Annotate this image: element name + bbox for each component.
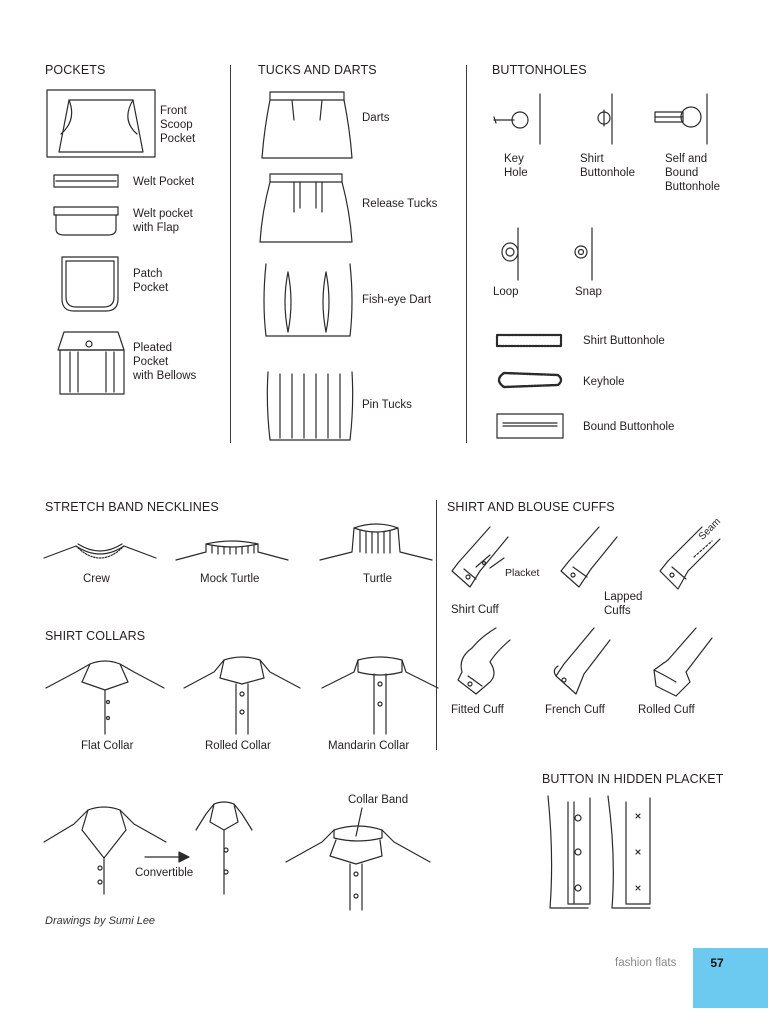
neckline-label-mock-turtle: Mock Turtle xyxy=(200,573,260,585)
pin-tucks-illustration xyxy=(266,370,354,442)
neckline-label-turtle: Turtle xyxy=(363,573,392,585)
section-title-necklines: STRETCH BAND NECKLINES xyxy=(45,500,219,514)
collar-label-flat: Flat Collar xyxy=(81,740,134,752)
buttonhole-label-keyhole: Keyhole xyxy=(583,376,625,388)
buttonhole-label-bound: Bound Buttonhole xyxy=(583,421,675,433)
section-title-cuffs: SHIRT AND BLOUSE CUFFS xyxy=(447,500,615,514)
collar-label-rolled: Rolled Collar xyxy=(205,740,271,752)
bound-buttonhole-illustration xyxy=(497,414,565,440)
tucks-label-pin: Pin Tucks xyxy=(362,399,412,411)
collar-label-mandarin: Mandarin Collar xyxy=(328,740,410,752)
collar-label-collar-band: Collar Band xyxy=(348,794,409,806)
arrow-icon xyxy=(145,851,191,863)
neckline-label-crew: Crew xyxy=(83,573,110,585)
divider-pockets-tucks xyxy=(230,65,231,443)
patch-pocket-illustration xyxy=(60,255,120,313)
cuff-label-lapped: Lapped Cuffs xyxy=(604,591,643,617)
shirt-buttonhole-illustration xyxy=(590,92,620,146)
welt-pocket-flap-illustration xyxy=(54,207,120,237)
tucks-label-darts: Darts xyxy=(362,112,390,124)
french-cuff-illustration xyxy=(548,628,612,698)
divider-tucks-buttonholes xyxy=(466,65,467,443)
cuff-label-french: French Cuff xyxy=(545,704,605,716)
hidden-placket-open-illustration xyxy=(544,796,596,912)
release-tucks-skirt-illustration xyxy=(260,172,352,244)
fitted-cuff-illustration xyxy=(452,628,512,698)
self-bound-buttonhole-illustration xyxy=(655,92,715,146)
turtle-neckline-illustration xyxy=(320,520,432,566)
cuff-label-shirt: Shirt Cuff xyxy=(451,604,499,616)
convertible-collar-closed-illustration xyxy=(194,800,254,896)
pocket-label-welt-flap: Welt pocket with Flap xyxy=(133,208,193,234)
darts-skirt-illustration xyxy=(262,90,352,160)
pocket-label-welt: Welt Pocket xyxy=(133,176,195,188)
pocket-label-front-scoop: Front Scoop Pocket xyxy=(160,105,196,145)
welt-pocket-illustration xyxy=(54,173,120,189)
section-title-collars: SHIRT COLLARS xyxy=(45,629,146,643)
crew-neckline-illustration xyxy=(44,536,156,566)
section-title-hidden-placket: BUTTON IN HIDDEN PLACKET xyxy=(542,772,724,786)
cuff-label-placket: Placket xyxy=(505,567,540,579)
page-number: 57 xyxy=(710,956,724,970)
front-scoop-pocket-illustration xyxy=(47,90,155,158)
buttonhole-label-loop: Loop xyxy=(493,286,519,298)
flat-collar-illustration xyxy=(46,656,164,736)
buttonhole-label-key: Key Hole xyxy=(504,153,528,179)
fish-eye-dart-illustration xyxy=(262,262,354,338)
tucks-label-fish-eye: Fish-eye Dart xyxy=(362,294,432,306)
collar-label-convertible: Convertible xyxy=(135,867,194,879)
mock-turtle-neckline-illustration xyxy=(176,534,288,566)
hidden-placket-closed-illustration xyxy=(604,796,656,912)
section-title-tucks: TUCKS AND DARTS xyxy=(258,63,377,77)
buttonhole-label-self-bound: Self and Bound Buttonhole xyxy=(665,153,720,193)
buttonhole-label-shirt-stitch: Shirt Buttonhole xyxy=(583,335,665,347)
pocket-label-patch: Patch Pocket xyxy=(133,268,169,294)
seam-cuff-illustration xyxy=(650,527,730,593)
keyhole-stitch-illustration xyxy=(494,369,566,391)
tucks-label-release: Release Tucks xyxy=(362,198,438,210)
loop-closure-illustration xyxy=(498,226,528,282)
key-hole-buttonhole-illustration xyxy=(494,92,550,146)
cuff-label-fitted: Fitted Cuff xyxy=(451,704,504,716)
lapped-cuff-illustration xyxy=(555,527,619,591)
buttonhole-label-shirt: Shirt Buttonhole xyxy=(580,153,635,179)
illustration-credit: Drawings by Sumi Lee xyxy=(45,915,156,927)
pleated-pocket-bellows-illustration xyxy=(56,330,128,396)
pocket-label-pleated: Pleated Pocket with Bellows xyxy=(133,342,197,382)
collar-band-shirt-illustration xyxy=(286,808,430,912)
rolled-cuff-illustration xyxy=(646,628,716,698)
buttonhole-label-snap: Snap xyxy=(575,286,602,298)
mandarin-collar-illustration xyxy=(322,654,438,736)
cuff-label-seam: Seam xyxy=(696,516,723,543)
snap-closure-illustration xyxy=(572,226,602,282)
page-number-tab xyxy=(693,948,768,1008)
convertible-collar-open-illustration xyxy=(44,802,166,896)
shirt-buttonhole-stitch-illustration xyxy=(497,334,563,348)
footer-section-name: fashion flats xyxy=(615,957,677,969)
section-title-buttonholes: BUTTONHOLES xyxy=(492,63,587,77)
section-title-pockets: POCKETS xyxy=(45,63,106,77)
rolled-collar-illustration xyxy=(184,654,300,736)
shirt-cuff-illustration xyxy=(450,527,520,591)
cuff-label-rolled: Rolled Cuff xyxy=(638,704,695,716)
